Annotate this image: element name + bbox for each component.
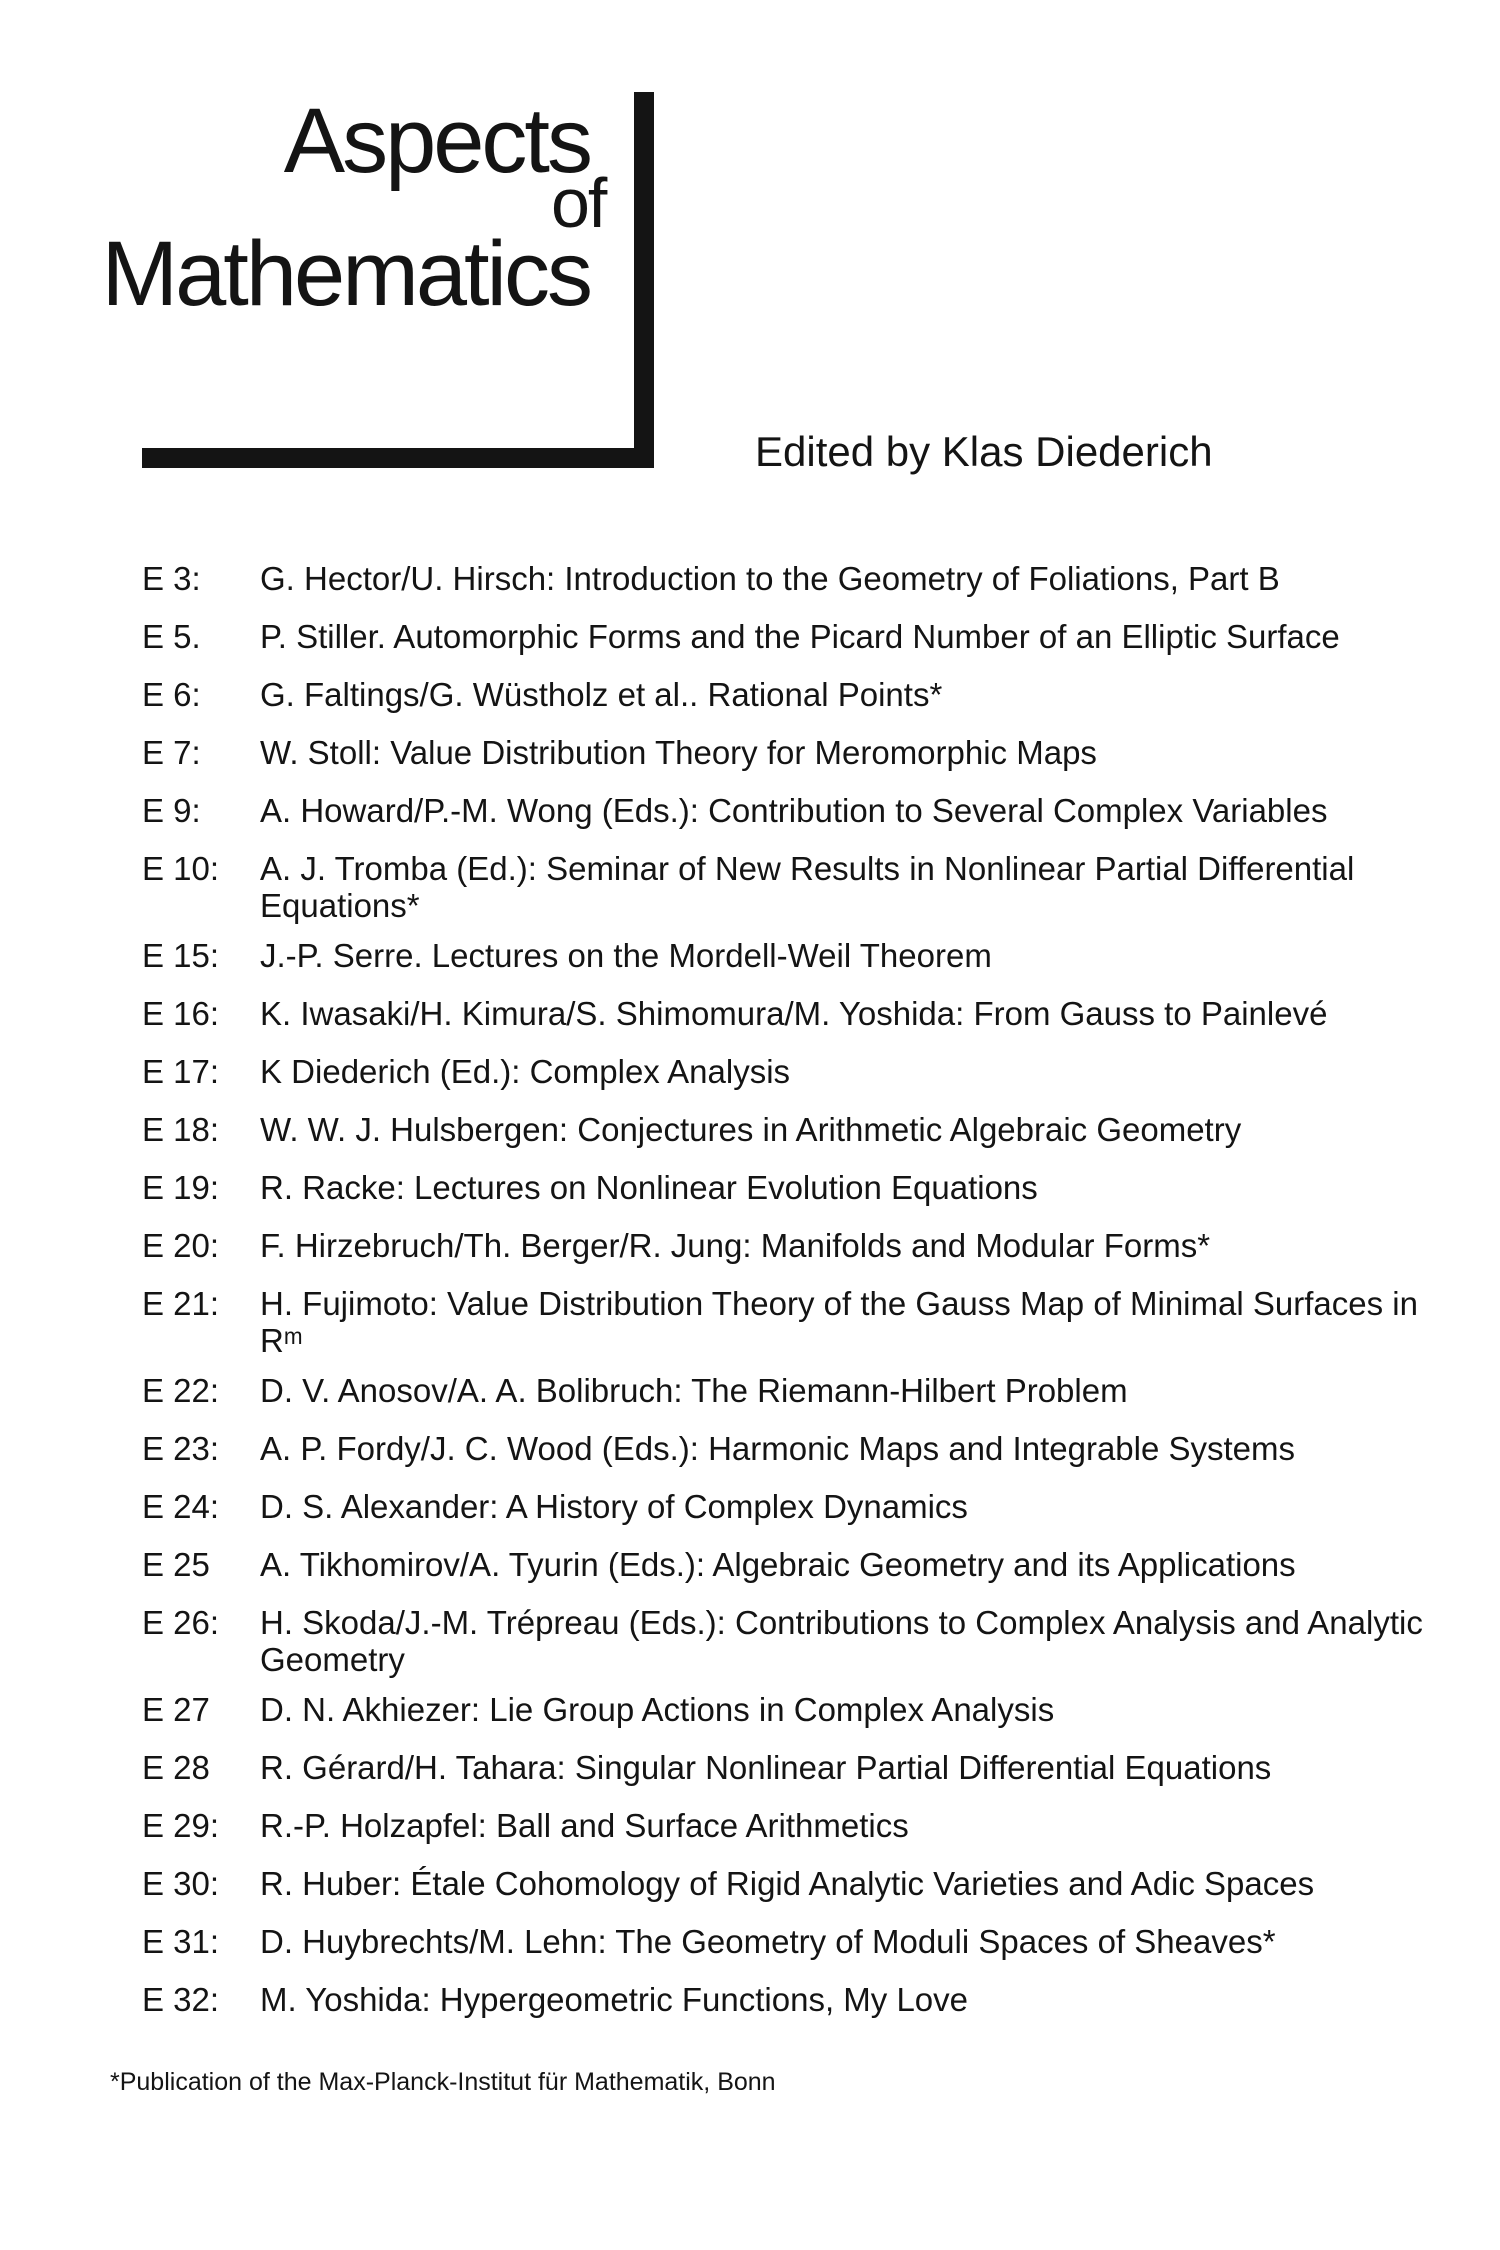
list-item <box>142 1285 1462 1359</box>
book-title: A. Tikhomirov/A. Tyurin (Eds.): Algebraic Geometry and its Applications <box>260 1546 1296 1583</box>
book-title: G. Hector/U. Hirsch: Introduction to the Geometry of Foliations, Part B <box>260 560 1280 597</box>
book-title: H. Skoda/J.-M. Trépreau (Eds.): Contributions to Complex Analysis and Analytic Geometry <box>260 1604 1423 1678</box>
book-title: D. N. Akhiezer: Lie Group Actions in Complex Analysis <box>260 1691 1055 1728</box>
list-item <box>142 1865 1462 1902</box>
book-title: R. Racke: Lectures on Nonlinear Evolution Equations <box>260 1169 1038 1206</box>
book-title: A. Howard/P.-M. Wong (Eds.): Contribution to Several Complex Variables <box>260 792 1328 829</box>
book-title: M. Yoshida: Hypergeometric Functions, My Love <box>260 1981 969 2018</box>
volume-number: E 22: <box>142 1372 220 1409</box>
logo-horizontal-bar <box>142 448 654 468</box>
volume-number: E 21: <box>142 1285 220 1322</box>
book-title: P. Stiller. Automorphic Forms and the Picard Number of an Elliptic Surface <box>260 618 1340 655</box>
book-title: A. J. Tromba (Ed.): Seminar of New Results in Nonlinear Partial Differential Equations* <box>260 850 1355 924</box>
series-editor: Edited by Klas Diederich <box>755 428 1213 475</box>
book-title: R.-P. Holzapfel: Ball and Surface Arithmetics <box>260 1807 909 1844</box>
book-title: D. S. Alexander: A History of Complex Dynamics <box>260 1488 968 1525</box>
list-item <box>142 676 1462 713</box>
book-list <box>142 560 1462 2039</box>
book-title: H. Fujimoto: Value Distribution Theory of the Gauss Map of Minimal Surfaces in Rᵐ <box>260 1285 1418 1359</box>
volume-number: E 5. <box>142 618 201 655</box>
list-item <box>142 560 1462 597</box>
volume-number: E 19: <box>142 1169 220 1206</box>
list-item <box>142 1546 1462 1583</box>
list-item <box>142 1169 1462 1206</box>
list-item <box>142 1488 1462 1525</box>
volume-number: E 24: <box>142 1488 220 1525</box>
list-item <box>142 1923 1462 1960</box>
book-title: D. V. Anosov/A. A. Bolibruch: The Riemann-Hilbert Problem <box>260 1372 1128 1409</box>
volume-number: E 29: <box>142 1807 220 1844</box>
volume-number: E 31: <box>142 1923 220 1960</box>
list-item <box>142 850 1462 924</box>
list-item <box>142 1372 1462 1409</box>
volume-number: E 26: <box>142 1604 220 1641</box>
footnote: *Publication of the Max-Planck-Institut für Mathematik, Bonn <box>110 2068 776 2096</box>
book-title: K. Iwasaki/H. Kimura/S. Shimomura/M. Yoshida: From Gauss to Painlevé <box>260 995 1328 1032</box>
book-title: G. Faltings/G. Wüstholz et al.. Rational Points* <box>260 676 943 713</box>
volume-number: E 23: <box>142 1430 220 1467</box>
list-item <box>142 1111 1462 1148</box>
list-item <box>142 995 1462 1032</box>
volume-number: E 30: <box>142 1865 220 1902</box>
book-title: K Diederich (Ed.): Complex Analysis <box>260 1053 791 1090</box>
book-title: J.-P. Serre. Lectures on the Mordell-Weil Theorem <box>260 937 992 974</box>
series-title-of: of <box>551 164 606 242</box>
series-title-aspects: Aspects <box>283 90 590 192</box>
book-title: F. Hirzebruch/Th. Berger/R. Jung: Manifolds and Modular Forms* <box>260 1227 1211 1264</box>
volume-number: E 32: <box>142 1981 220 2018</box>
book-title: R. Gérard/H. Tahara: Singular Nonlinear Partial Differential Equations <box>260 1749 1272 1786</box>
list-item <box>142 937 1462 974</box>
book-title: W. W. J. Hulsbergen: Conjectures in Arithmetic Algebraic Geometry <box>260 1111 1242 1148</box>
list-item <box>142 734 1462 771</box>
book-title: D. Huybrechts/M. Lehn: The Geometry of Moduli Spaces of Sheaves* <box>260 1923 1276 1960</box>
list-item <box>142 1807 1462 1844</box>
book-title: R. Huber: Étale Cohomology of Rigid Analytic Varieties and Adic Spaces <box>260 1865 1315 1902</box>
list-item <box>142 1604 1462 1678</box>
series-logo <box>0 0 660 470</box>
volume-number: E 28 <box>142 1749 210 1786</box>
book-title: W. Stoll: Value Distribution Theory for Meromorphic Maps <box>260 734 1097 771</box>
volume-number: E 10: <box>142 850 220 887</box>
list-item <box>142 1691 1462 1728</box>
volume-number: E 7: <box>142 734 201 771</box>
volume-number: E 27 <box>142 1691 210 1728</box>
volume-number: E 9: <box>142 792 201 829</box>
list-item <box>142 1053 1462 1090</box>
volume-number: E 25 <box>142 1546 210 1583</box>
volume-number: E 15: <box>142 937 220 974</box>
list-item <box>142 618 1462 655</box>
book-title: A. P. Fordy/J. C. Wood (Eds.): Harmonic Maps and Integrable Systems <box>260 1430 1296 1467</box>
list-item <box>142 792 1462 829</box>
volume-number: E 20: <box>142 1227 220 1264</box>
list-item <box>142 1430 1462 1467</box>
list-item <box>142 1981 1462 2018</box>
volume-number: E 16: <box>142 995 220 1032</box>
series-title-mathematics: Mathematics <box>101 223 590 325</box>
list-item <box>142 1227 1462 1264</box>
volume-number: E 18: <box>142 1111 220 1148</box>
volume-number: E 17: <box>142 1053 220 1090</box>
logo-vertical-bar <box>634 92 654 462</box>
list-item <box>142 1749 1462 1786</box>
volume-number: E 3: <box>142 560 201 597</box>
volume-number: E 6: <box>142 676 201 713</box>
